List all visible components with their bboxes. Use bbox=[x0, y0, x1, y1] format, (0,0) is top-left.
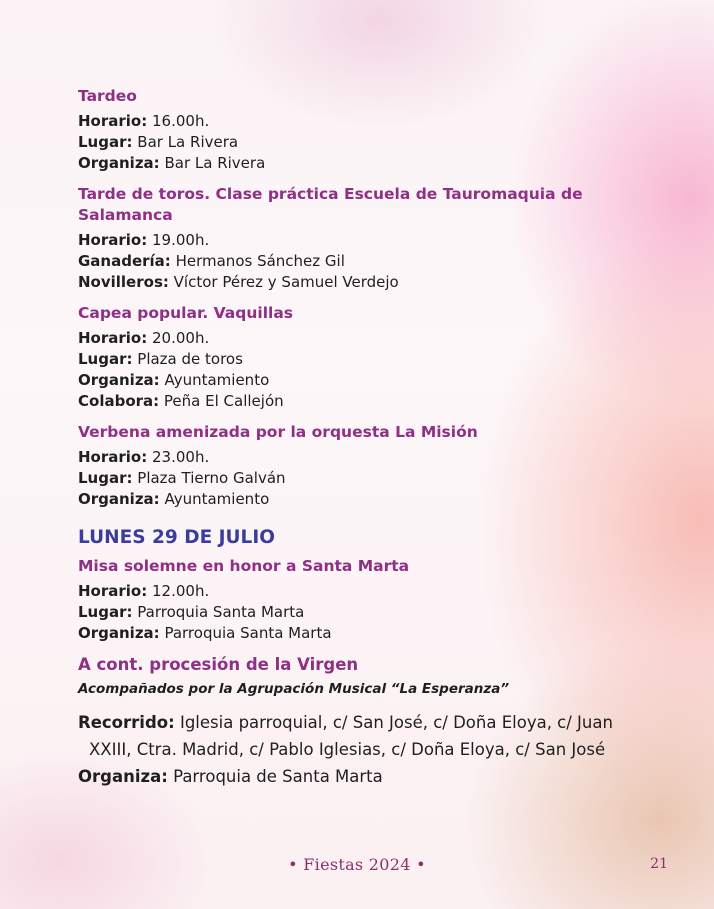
detail-label: Organiza: bbox=[78, 154, 160, 172]
event-detail bbox=[78, 272, 638, 293]
event-title bbox=[78, 184, 638, 226]
event-bullfight bbox=[78, 184, 638, 293]
detail-label: Organiza: bbox=[78, 767, 168, 786]
event-detail bbox=[78, 447, 638, 468]
detail-label: Organiza: bbox=[78, 490, 160, 508]
event-title: Verbena amenizada por la orquesta La Misión bbox=[78, 423, 478, 441]
day-heading: LUNES 29 DE JULIO bbox=[78, 527, 275, 548]
event-procession bbox=[78, 654, 638, 790]
event-title: A cont. procesión de la Virgen bbox=[78, 655, 359, 674]
route-text-line1: Iglesia parroquial, c/ San José, c/ Doña Eloya, c/ Juan bbox=[179, 713, 613, 732]
event-tardeo bbox=[78, 86, 638, 174]
detail-label: Lugar: bbox=[78, 350, 133, 368]
detail-label: Horario: bbox=[78, 231, 148, 249]
detail-label: Organiza: bbox=[78, 624, 160, 642]
program-content bbox=[78, 86, 638, 800]
detail-value: Bar La Rivera bbox=[164, 154, 266, 172]
event-capea bbox=[78, 303, 638, 412]
event-detail bbox=[78, 602, 638, 623]
event-detail bbox=[78, 468, 638, 489]
detail-label: Lugar: bbox=[78, 469, 133, 487]
event-mass bbox=[78, 556, 638, 644]
event-detail bbox=[78, 370, 638, 391]
detail-value: Ayuntamiento bbox=[164, 490, 270, 508]
event-title-line2: Salamanca bbox=[78, 206, 173, 224]
detail-label: Lugar: bbox=[78, 603, 133, 621]
detail-label: Lugar: bbox=[78, 133, 133, 151]
detail-value: Hermanos Sánchez Gil bbox=[175, 252, 345, 270]
event-detail bbox=[78, 153, 638, 174]
event-detail bbox=[78, 328, 638, 349]
event-detail bbox=[78, 763, 638, 790]
event-detail bbox=[78, 623, 638, 644]
route-line bbox=[78, 709, 638, 736]
event-detail bbox=[78, 349, 638, 370]
event-title: Tardeo bbox=[78, 87, 137, 105]
event-detail bbox=[78, 489, 638, 510]
detail-label: Novilleros: bbox=[78, 273, 169, 291]
event-detail bbox=[78, 391, 638, 412]
detail-label: Organiza: bbox=[78, 371, 160, 389]
detail-value: Parroquia Santa Marta bbox=[137, 603, 305, 621]
page-number: 21 bbox=[650, 856, 668, 872]
detail-value: Plaza de toros bbox=[137, 350, 243, 368]
event-detail bbox=[78, 132, 638, 153]
event-title: Misa solemne en honor a Santa Marta bbox=[78, 557, 410, 575]
event-verbena bbox=[78, 422, 638, 510]
event-detail bbox=[78, 111, 638, 132]
detail-value: Parroquia de Santa Marta bbox=[173, 767, 383, 786]
detail-value: Plaza Tierno Galván bbox=[137, 469, 286, 487]
event-detail bbox=[78, 230, 638, 251]
detail-label: Recorrido: bbox=[78, 713, 175, 732]
route-line bbox=[78, 736, 638, 763]
event-detail bbox=[78, 251, 638, 272]
detail-value: Ayuntamiento bbox=[164, 371, 270, 389]
detail-label: Horario: bbox=[78, 112, 148, 130]
event-subtitle: Acompañados por la Agrupación Musical “La Esperanza” bbox=[78, 681, 510, 697]
event-title-line1: Tarde de toros. Clase práctica Escuela de Tauromaquia de bbox=[78, 185, 583, 203]
detail-label: Horario: bbox=[78, 448, 148, 466]
footer-title: • Fiestas 2024 • bbox=[288, 855, 426, 874]
event-detail bbox=[78, 581, 638, 602]
detail-label: Colabora: bbox=[78, 392, 160, 410]
route-text-line2: XXIII, Ctra. Madrid, c/ Pablo Iglesias, c/ Doña Eloya, c/ San José bbox=[89, 740, 606, 759]
detail-value: 12.00h. bbox=[152, 582, 210, 600]
detail-label: Horario: bbox=[78, 582, 148, 600]
detail-value: Bar La Rivera bbox=[137, 133, 239, 151]
event-title: Capea popular. Vaquillas bbox=[78, 304, 294, 322]
detail-value: 19.00h. bbox=[152, 231, 210, 249]
detail-label: Horario: bbox=[78, 329, 148, 347]
detail-value: Víctor Pérez y Samuel Verdejo bbox=[173, 273, 399, 291]
detail-value: Peña El Callejón bbox=[163, 392, 284, 410]
detail-label: Ganadería: bbox=[78, 252, 171, 270]
detail-value: Parroquia Santa Marta bbox=[164, 624, 332, 642]
detail-value: 16.00h. bbox=[152, 112, 210, 130]
detail-value: 23.00h. bbox=[152, 448, 210, 466]
detail-value: 20.00h. bbox=[152, 329, 210, 347]
